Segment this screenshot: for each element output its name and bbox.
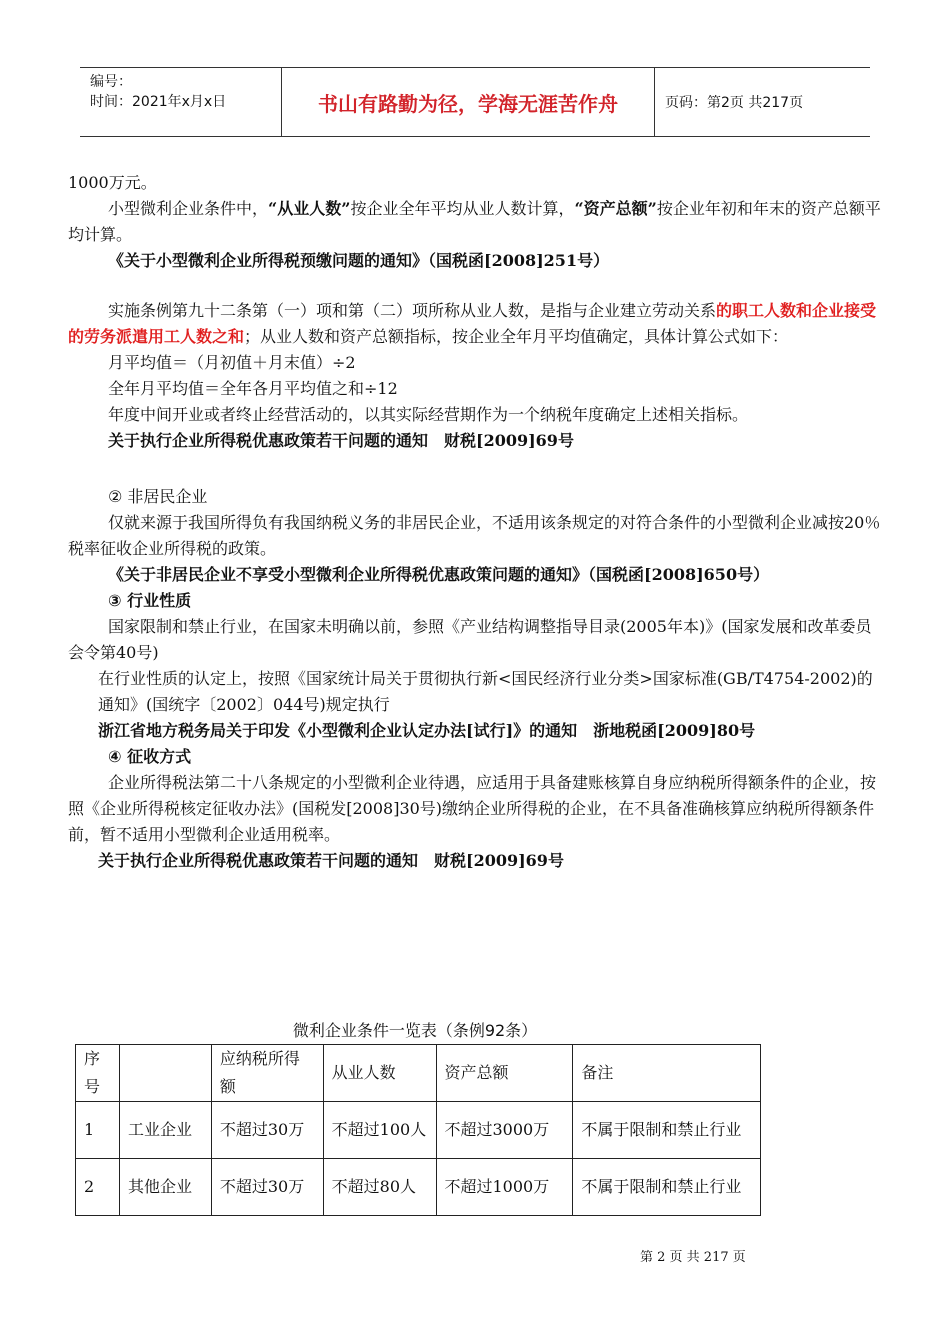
citation: 浙江省地方税务局关于印发《小型微利企业认定办法[试行]》的通知 浙地税函[2009]80号 xyxy=(98,721,756,740)
table-cell: 不超过30万 xyxy=(211,1159,323,1216)
highlight-text: 的职工人数和企业接受的劳务派遣用工人数之和 xyxy=(68,301,877,346)
header-cell: 资产总额 xyxy=(436,1045,573,1102)
formula: 全年月平均值＝全年各月平均值之和÷12 xyxy=(108,379,398,398)
header-cell: 从业人数 xyxy=(323,1045,436,1102)
table-cell: 不超过3000万 xyxy=(436,1102,573,1159)
paragraph: 在行业性质的认定上，按照《国家统计局关于贯彻执行新<国民经济行业分类>国家标准(GB/T4754-2002)的通知》(国统字〔2002〕044号)规定执行 xyxy=(98,669,873,714)
table-cell: 不超过80人 xyxy=(323,1159,436,1216)
table-cell: 1 xyxy=(76,1102,120,1159)
header-motto: 书山有路勤为径，学海无涯苦作舟 xyxy=(281,68,655,136)
section-heading: ④ 征收方式 xyxy=(108,747,192,766)
table-row xyxy=(76,1159,761,1216)
table-header-row xyxy=(76,1045,761,1102)
table-cell: 其他企业 xyxy=(119,1159,211,1216)
header-meta xyxy=(80,68,281,136)
page-indicator: 页码：第2页 共217页 xyxy=(665,95,804,111)
table-title: 微利企业条件一览表（条例92条） xyxy=(292,1021,538,1040)
citation: 《关于小型微利企业所得税预缴问题的通知》（国税函[2008]251号） xyxy=(108,251,610,270)
page-footer: 第 2 页 共 217 页 xyxy=(640,1250,746,1265)
table-cell: 不超过1000万 xyxy=(436,1159,573,1216)
page-header xyxy=(80,67,870,137)
conditions-table xyxy=(75,1044,761,1216)
header-cell xyxy=(119,1045,211,1102)
section-heading: ② 非居民企业 xyxy=(108,487,208,506)
table-cell: 不属于限制和禁止行业 xyxy=(573,1102,761,1159)
table-row xyxy=(76,1102,761,1159)
paragraph: 1000万元。 xyxy=(68,173,157,192)
paragraph: 国家限制和禁止行业，在国家未明确以前，参照《产业结构调整指导目录(2005年本)》(国家发展和改革委员会令第40号) xyxy=(68,617,872,662)
document-body xyxy=(68,170,884,874)
paragraph: 实施条例第九十二条第（一）项和第（二）项所称从业人数，是指与企业建立劳动关系的职工人数和企业接受的劳务派遣用工人数之和；从业人数和资产总额指标，按企业全年月平均值确定，具体计算公式如下： xyxy=(68,301,877,346)
header-cell: 备注 xyxy=(573,1045,761,1102)
table-cell: 2 xyxy=(76,1159,120,1216)
paragraph: 仅就来源于我国所得负有我国纳税义务的非居民企业，不适用该条规定的对符合条件的小型微利企业减按20％税率征收企业所得税的政策。 xyxy=(68,513,881,558)
citation: 《关于非居民企业不享受小型微利企业所得税优惠政策问题的通知》（国税函[2008]650号） xyxy=(108,565,770,584)
table-cell: 不超过30万 xyxy=(211,1102,323,1159)
formula: 月平均值＝（月初值＋月末值）÷2 xyxy=(108,353,356,372)
section-heading: ③ 行业性质 xyxy=(108,591,192,610)
table-cell: 不超过100人 xyxy=(323,1102,436,1159)
table-cell: 不属于限制和禁止行业 xyxy=(573,1159,761,1216)
citation: 关于执行企业所得税优惠政策若干问题的通知 财税[2009]69号 xyxy=(108,431,574,450)
paragraph: 小型微利企业条件中，“从业人数”按企业全年平均从业人数计算，“资产总额”按企业年初和年末的资产总额平均计算。 xyxy=(68,199,881,244)
number-label: 编号： xyxy=(90,74,132,90)
citation: 关于执行企业所得税优惠政策若干问题的通知 财税[2009]69号 xyxy=(98,851,564,870)
time-label: 时间：2021年x月x日 xyxy=(90,94,227,110)
header-cell: 应纳税所得额 xyxy=(211,1045,323,1102)
paragraph: 年度中间开业或者终止经营活动的，以其实际经营期作为一个纳税年度确定上述相关指标。 xyxy=(108,405,749,424)
header-cell: 序号 xyxy=(76,1045,120,1102)
table-cell: 工业企业 xyxy=(119,1102,211,1159)
paragraph: 企业所得税法第二十八条规定的小型微利企业待遇，应适用于具备建账核算自身应纳税所得额条件的企业，按照《企业所得税核定征收办法》(国税发[2008]30号)缴纳企业所得税的企业，在不具备准确核算应纳税所得额条件前，暂不适用小型微利企业适用税率。 xyxy=(68,773,877,844)
